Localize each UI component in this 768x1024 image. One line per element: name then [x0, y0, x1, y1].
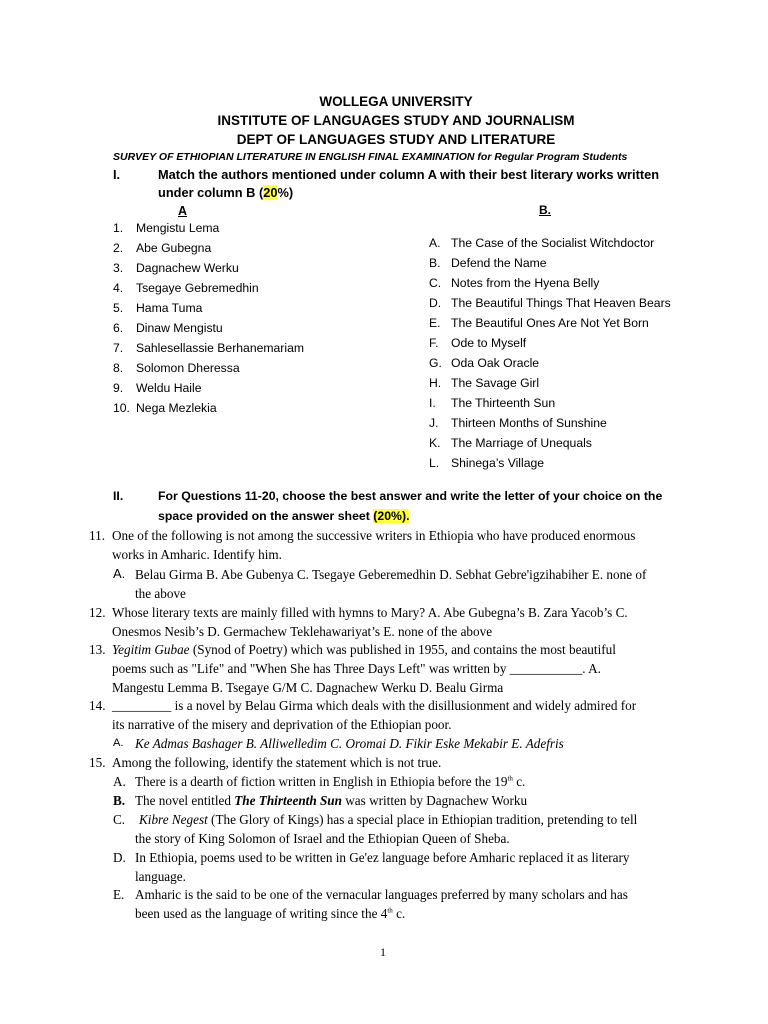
option-text-end: c. — [512, 774, 526, 789]
item-letter: H. — [429, 376, 442, 390]
item-letter: F. — [429, 336, 439, 350]
item-number: 6. — [113, 321, 124, 335]
item-number: 8. — [113, 361, 124, 375]
author-name: Abe Gubegna — [136, 241, 212, 255]
column-b-item — [429, 456, 544, 470]
work-title: The Beautiful Things That Heaven Bears — [451, 296, 671, 310]
option-text-end: was written by Dagnachew Worku — [341, 793, 528, 808]
question-14-text-cont: its narrative of the misery and deprivation of the Ethiopian poor. — [112, 717, 452, 732]
question-15-option-e: Amharic is the said to be one of the vernacular languages preferred by many scholars and has — [135, 887, 628, 902]
question-15-option-b — [135, 792, 685, 811]
author-name: Solomon Dheressa — [136, 361, 240, 375]
column-b-item — [429, 276, 599, 290]
section-1-instruction-line2 — [158, 185, 293, 200]
column-a-item — [113, 221, 219, 235]
question-15-text: Among the following, identify the statement which is not true. — [112, 755, 442, 770]
column-a-item — [113, 241, 211, 255]
option-text: (The Glory of Kings) has a special place in Ethiopian tradition, pretending to tell — [207, 812, 638, 827]
author-name: Sahlesellassie Berhanemariam — [136, 341, 305, 355]
item-number: 1. — [113, 221, 124, 235]
question-12-text-cont: Onesmos Nesib’s D. Germachew Teklehawariyat’s E. none of the above — [112, 624, 493, 639]
question-13-text-cont: poems such as "Life" and "When She has Three Days Left" was written by ___________. A. — [112, 661, 601, 676]
section-2-numeral: II. — [113, 489, 124, 503]
question-15-option-d: In Ethiopia, poems used to be written in Ge'ez language before Amharic replaced it as literary — [135, 850, 630, 865]
work-title: The Thirteenth Sun — [451, 396, 556, 410]
instruction-text: under column B ( — [158, 185, 264, 200]
book-title: Yegitim Gubae — [112, 642, 190, 657]
work-title: Shinega’s Village — [451, 456, 545, 470]
section-2-instruction-line2 — [158, 509, 409, 523]
section-1-instruction-line1: Match the authors mentioned under column A with their best literary works written — [158, 167, 660, 182]
book-title: The Thirteenth Sun — [234, 793, 342, 808]
item-number: 3. — [113, 261, 124, 275]
option-letter: E. — [113, 887, 125, 902]
question-15-option-e-cont — [135, 905, 685, 924]
question-number: 13. — [89, 642, 106, 657]
question-11-text: One of the following is not among the successive writers in Ethiopia who have produced enormous — [112, 528, 636, 543]
item-letter: C. — [429, 276, 442, 290]
column-a-item — [113, 401, 217, 415]
option-text-end: c. — [392, 906, 406, 921]
author-name: Dagnachew Werku — [136, 261, 239, 275]
book-title: Kibre Negest — [139, 812, 208, 827]
marks-highlight: (20%). — [373, 509, 410, 523]
column-b-item — [429, 296, 671, 310]
exam-title: SURVEY OF ETHIOPIAN LITERATURE IN ENGLISH FINAL EXAMINATION for Regular Program Students — [113, 151, 628, 163]
author-name: Mengistu Lema — [136, 221, 220, 235]
column-b-item — [429, 336, 526, 350]
item-number: 2. — [113, 241, 124, 255]
item-letter: I. — [429, 396, 436, 410]
item-number: 4. — [113, 281, 124, 295]
column-b-item — [429, 436, 592, 450]
question-number: 15. — [89, 755, 106, 770]
option-letter: A. — [113, 774, 126, 789]
instruction-text-end: %) — [277, 185, 294, 200]
column-b-item — [429, 376, 539, 390]
column-a-header: A — [178, 204, 188, 218]
university-name: WOLLEGA UNIVERSITY — [319, 94, 473, 109]
item-number: 7. — [113, 341, 124, 355]
option-letter: C. — [113, 812, 126, 827]
column-b-item — [429, 236, 654, 250]
work-title: The Beautiful Ones Are Not Yet Born — [451, 316, 649, 330]
column-a-item — [113, 361, 240, 375]
question-15-option-c — [139, 811, 689, 830]
column-a-item — [113, 381, 201, 395]
section-2-instruction-line1: For Questions 11-20, choose the best answer and write the letter of your choice on the — [158, 489, 663, 503]
work-title: Defend the Name — [451, 256, 547, 270]
column-a-item — [113, 321, 223, 335]
marks-highlight: 20 — [263, 185, 278, 200]
item-number: 5. — [113, 301, 124, 315]
option-letter: D. — [113, 850, 126, 865]
question-12-text: Whose literary texts are mainly filled with hymns to Mary? A. Abe Gubegna’s B. Zara Yacob’s C. — [112, 605, 628, 620]
column-b-item — [429, 396, 555, 410]
option-letter: A. — [113, 737, 124, 749]
work-title: The Savage Girl — [451, 376, 540, 390]
option-text: The novel entitled — [135, 793, 235, 808]
question-number: 12. — [89, 605, 106, 620]
option-text: been used as the language of writing since the 4 — [135, 906, 388, 921]
author-name: Tsegaye Gebremedhin — [136, 281, 259, 295]
question-11-options-cont: the above — [135, 586, 186, 601]
question-number: 11. — [89, 528, 105, 543]
work-title: Notes from the Hyena Belly — [451, 276, 600, 290]
option-letter: A. — [113, 566, 126, 581]
column-b-item — [429, 356, 539, 370]
question-14-text: _________ is a novel by Belau Girma which deals with the disillusionment and widely admired for — [112, 698, 637, 713]
question-15-option-a — [135, 773, 685, 792]
column-b-item — [429, 416, 607, 430]
question-14-options: Ke Admas Bashager B. Alliwelledim C. Oromai D. Fikir Eske Mekabir E. Adefris — [135, 736, 564, 751]
item-letter: L. — [429, 456, 440, 470]
question-11-options: Belau Girma B. Abe Gubenya C. Tsegaye Geberemedhin D. Sebhat Gebre'igzihabiher E. none of — [135, 567, 647, 582]
column-a-item — [113, 261, 239, 275]
question-text: (Synod of Poetry) which was published in 1955, and contains the most beautiful — [189, 642, 616, 657]
work-title: Ode to Myself — [451, 336, 527, 350]
department-name: DEPT OF LANGUAGES STUDY AND LITERATURE — [236, 132, 556, 147]
author-name: Dinaw Mengistu — [136, 321, 223, 335]
item-number: 10. — [113, 401, 130, 415]
institute-name: INSTITUTE OF LANGUAGES STUDY AND JOURNALISM — [217, 113, 575, 128]
item-letter: K. — [429, 436, 441, 450]
question-13-text — [112, 641, 682, 660]
work-title: The Marriage of Unequals — [451, 436, 592, 450]
column-a-item — [113, 341, 304, 355]
item-letter: E. — [429, 316, 441, 330]
question-15-option-c-cont: the story of King Solomon of Israel and the Ethiopian Queen of Sheba. — [135, 831, 510, 846]
column-b-item — [429, 316, 649, 330]
page-number: 1 — [380, 945, 386, 959]
question-13-options: Mangestu Lemma B. Tsegaye G/M C. Dagnachew Werku D. Bealu Girma — [112, 680, 504, 695]
question-number: 14. — [89, 698, 106, 713]
question-15-option-d-cont: language. — [135, 869, 186, 884]
option-text: There is a dearth of fiction written in English in Ethiopia before the 19 — [135, 774, 508, 789]
column-a-item — [113, 281, 259, 295]
column-b-header: B. — [539, 203, 551, 217]
author-name: Hama Tuma — [136, 301, 203, 315]
work-title: The Case of the Socialist Witchdoctor — [451, 236, 655, 250]
section-1-numeral: I. — [113, 167, 121, 182]
item-letter: D. — [429, 296, 442, 310]
item-letter: B. — [429, 256, 441, 270]
item-letter: G. — [429, 356, 442, 370]
column-a-item — [113, 301, 202, 315]
instruction-text: space provided on the answer sheet — [158, 509, 374, 523]
item-number: 9. — [113, 381, 124, 395]
item-letter: J. — [429, 416, 439, 430]
superscript: th — [387, 906, 393, 915]
item-letter: A. — [429, 236, 441, 250]
option-letter: B. — [113, 793, 126, 808]
work-title: Thirteen Months of Sunshine — [451, 416, 607, 430]
superscript: th — [507, 774, 513, 783]
work-title: Oda Oak Oracle — [451, 356, 540, 370]
column-b-item — [429, 256, 547, 270]
author-name: Weldu Haile — [136, 381, 202, 395]
author-name: Nega Mezlekia — [136, 401, 217, 415]
question-11-text-cont: works in Amharic. Identify him. — [112, 547, 282, 562]
